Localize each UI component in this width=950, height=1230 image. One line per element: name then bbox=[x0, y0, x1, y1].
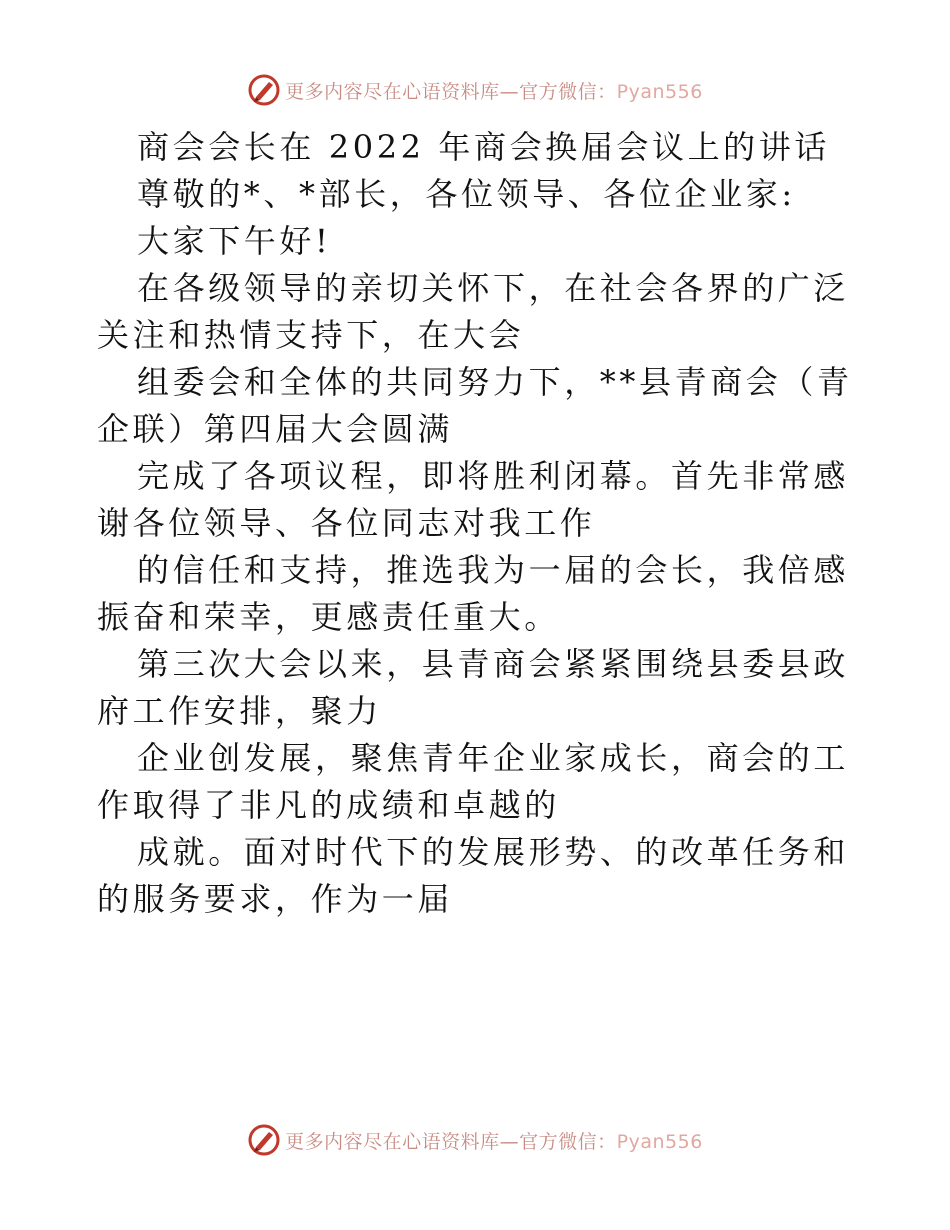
paragraph: 第三次大会以来，县青商会紧紧围绕县委县政府工作安排，聚力 bbox=[97, 645, 850, 730]
salutation: 尊敬的*、*部长，各位领导、各位企业家: bbox=[137, 175, 796, 213]
watermark-text: 更多内容尽在心语资料库—官方微信：Pyan556 bbox=[285, 80, 703, 103]
paragraph: 成就。面对时代下的发展形势、的改革任务和的服务要求，作为一届 bbox=[97, 833, 850, 918]
wechat-id: Pyan556 bbox=[616, 1130, 703, 1153]
paragraph: 组委会和全体的共同努力下，**县青商会（青企联）第四届大会圆满 bbox=[97, 363, 853, 448]
logo-icon bbox=[247, 1123, 281, 1157]
paragraph: 在各级领导的亲切关怀下，在社会各界的广泛关注和热情支持下，在大会 bbox=[97, 269, 850, 354]
paragraph: 企业创发展，聚焦青年企业家成长，商会的工作取得了非凡的成绩和卓越的 bbox=[97, 739, 850, 824]
paragraph: 完成了各项议程，即将胜利闭幕。首先非常感谢各位领导、各位同志对我工作 bbox=[97, 457, 850, 542]
logo-icon bbox=[247, 73, 281, 107]
footer-watermark bbox=[0, 1120, 950, 1160]
header-watermark bbox=[0, 70, 950, 110]
document-title: 商会会长在 2022 年商会换届会议上的讲话 bbox=[137, 128, 830, 166]
paragraph: 的信任和支持，推选我为一届的会长，我倍感振奋和荣幸，更感责任重大。 bbox=[97, 551, 850, 636]
document-body bbox=[97, 124, 857, 923]
greeting: 大家下午好! bbox=[137, 222, 332, 260]
wechat-id: Pyan556 bbox=[616, 80, 703, 103]
watermark-text: 更多内容尽在心语资料库—官方微信：Pyan556 bbox=[285, 1130, 703, 1153]
